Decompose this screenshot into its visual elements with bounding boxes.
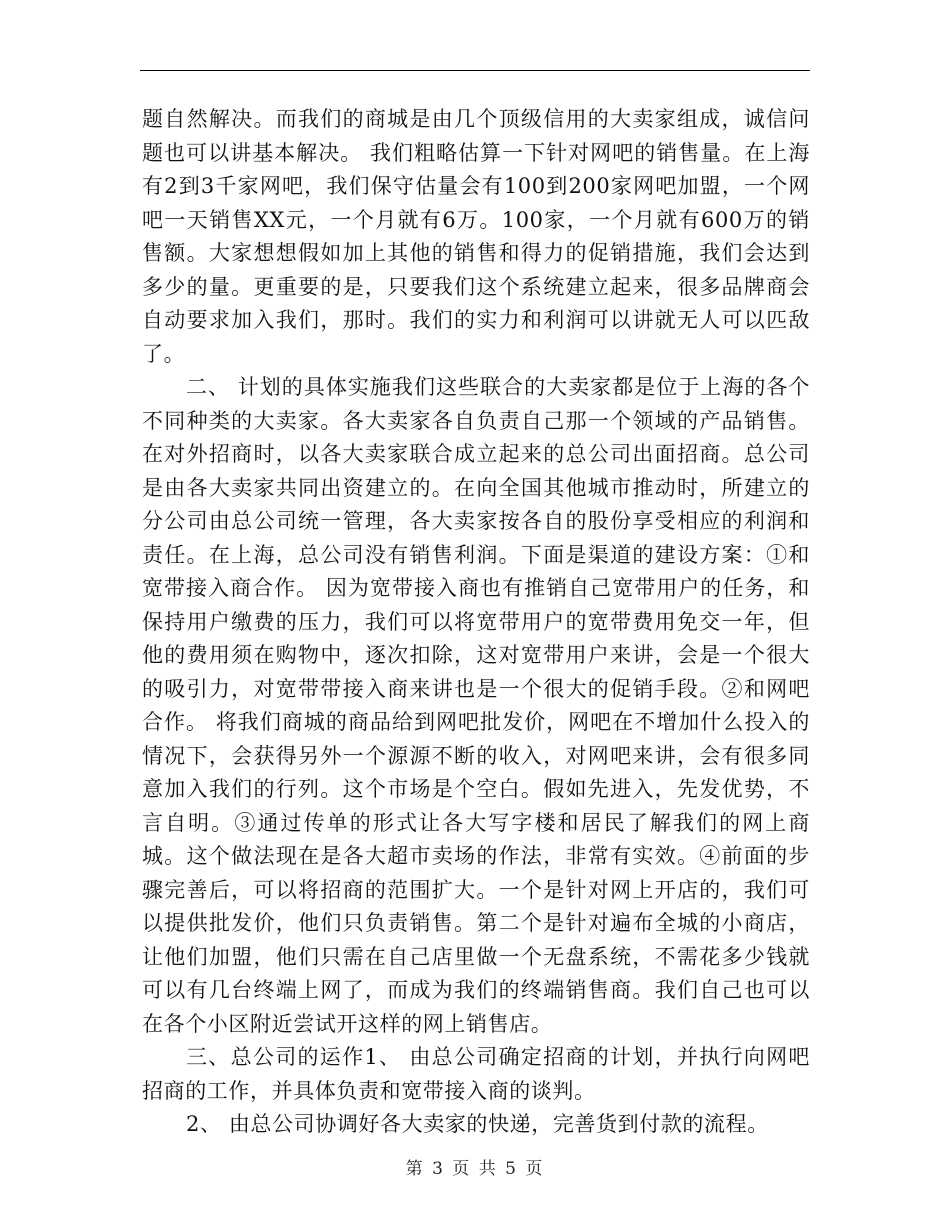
paragraph-section-3-operation: 三、总公司的运作1、 由总公司确定招商的计划，并执行向网吧招商的工作，并具体负责和宽带接入商的谈判。 bbox=[142, 1045, 810, 1103]
paragraph-section-2-implementation: 二、 计划的具体实施我们这些联合的大卖家都是位于上海的各个不同种类的大卖家。各大卖家各自负责自己那一个领域的产品销售。在对外招商时，以各大卖家联合成立起来的总公司出面招商。总公司是由各大卖家共同出资建立的。在向全国其他城市推动时，所建立的分公司由总公司统一管理，各大卖家按各自的股份享受相应的利润和责任。在上海，总公司没有销售利润。下面是渠道的建设方案：①和宽带接入商合作。 因为宽带接入商也有推销自己宽带用户的任务，和保持用户缴费的压力，我们可以将宽带用户的宽带费用免交一年，但他的费用须在购物中，逐次扣除，这对宽带用户来讲，会是一个很大的吸引力，对宽带带接入商来讲也是一个很大的促销手段。②和网吧合作。 将我们商城的商品给到网吧批发价，网吧在不增加什么投入的情况下，会获得另外一个源源不断的收入，对网吧来讲，会有很多同意加入我们的行列。这个市场是个空白。假如先进入，先发优势，不言自明。③通过传单的形式让各大写字楼和居民了解我们的网上商城。这个做法现在是各大超市卖场的作法，非常有实效。④前面的步骤完善后，可以将招商的范围扩大。一个是针对网上开店的，我们可以提供批发价，他们只负责销售。第二个是针对遍布全城的小商店，让他们加盟，他们只需在自己店里做一个无盘系统，不需花多少钱就可以有几台终端上网了，而成为我们的终端销售商。我们自己也可以在各个小区附近尝试开这样的网上销售店。 bbox=[142, 375, 810, 1036]
document-body bbox=[142, 103, 810, 1142]
paragraph-continuation: 题自然解决。而我们的商城是由几个顶级信用的大卖家组成，诚信问题也可以讲基本解决。 我们粗略估算一下针对网吧的销售量。在上海有2到3千家网吧，我们保守估量会有100到200家网吧加盟，一个网吧一天销售XX元，一个月就有6万。100家，一个月就有600万的销售额。大家想想假如加上其他的销售和得力的促销措施，我们会达到多少的量。更重要的是，只要我们这个系统建立起来，很多品牌商会自动要求加入我们，那时。我们的实力和利润可以讲就无人可以匹敌了。 bbox=[142, 107, 810, 366]
header-rule bbox=[140, 70, 810, 71]
page-number-footer: 第 3 页 共 5 页 bbox=[405, 1159, 545, 1179]
paragraph-item-2: 2、 由总公司协调好各大卖家的快递，完善货到付款的流程。 bbox=[186, 1112, 769, 1136]
